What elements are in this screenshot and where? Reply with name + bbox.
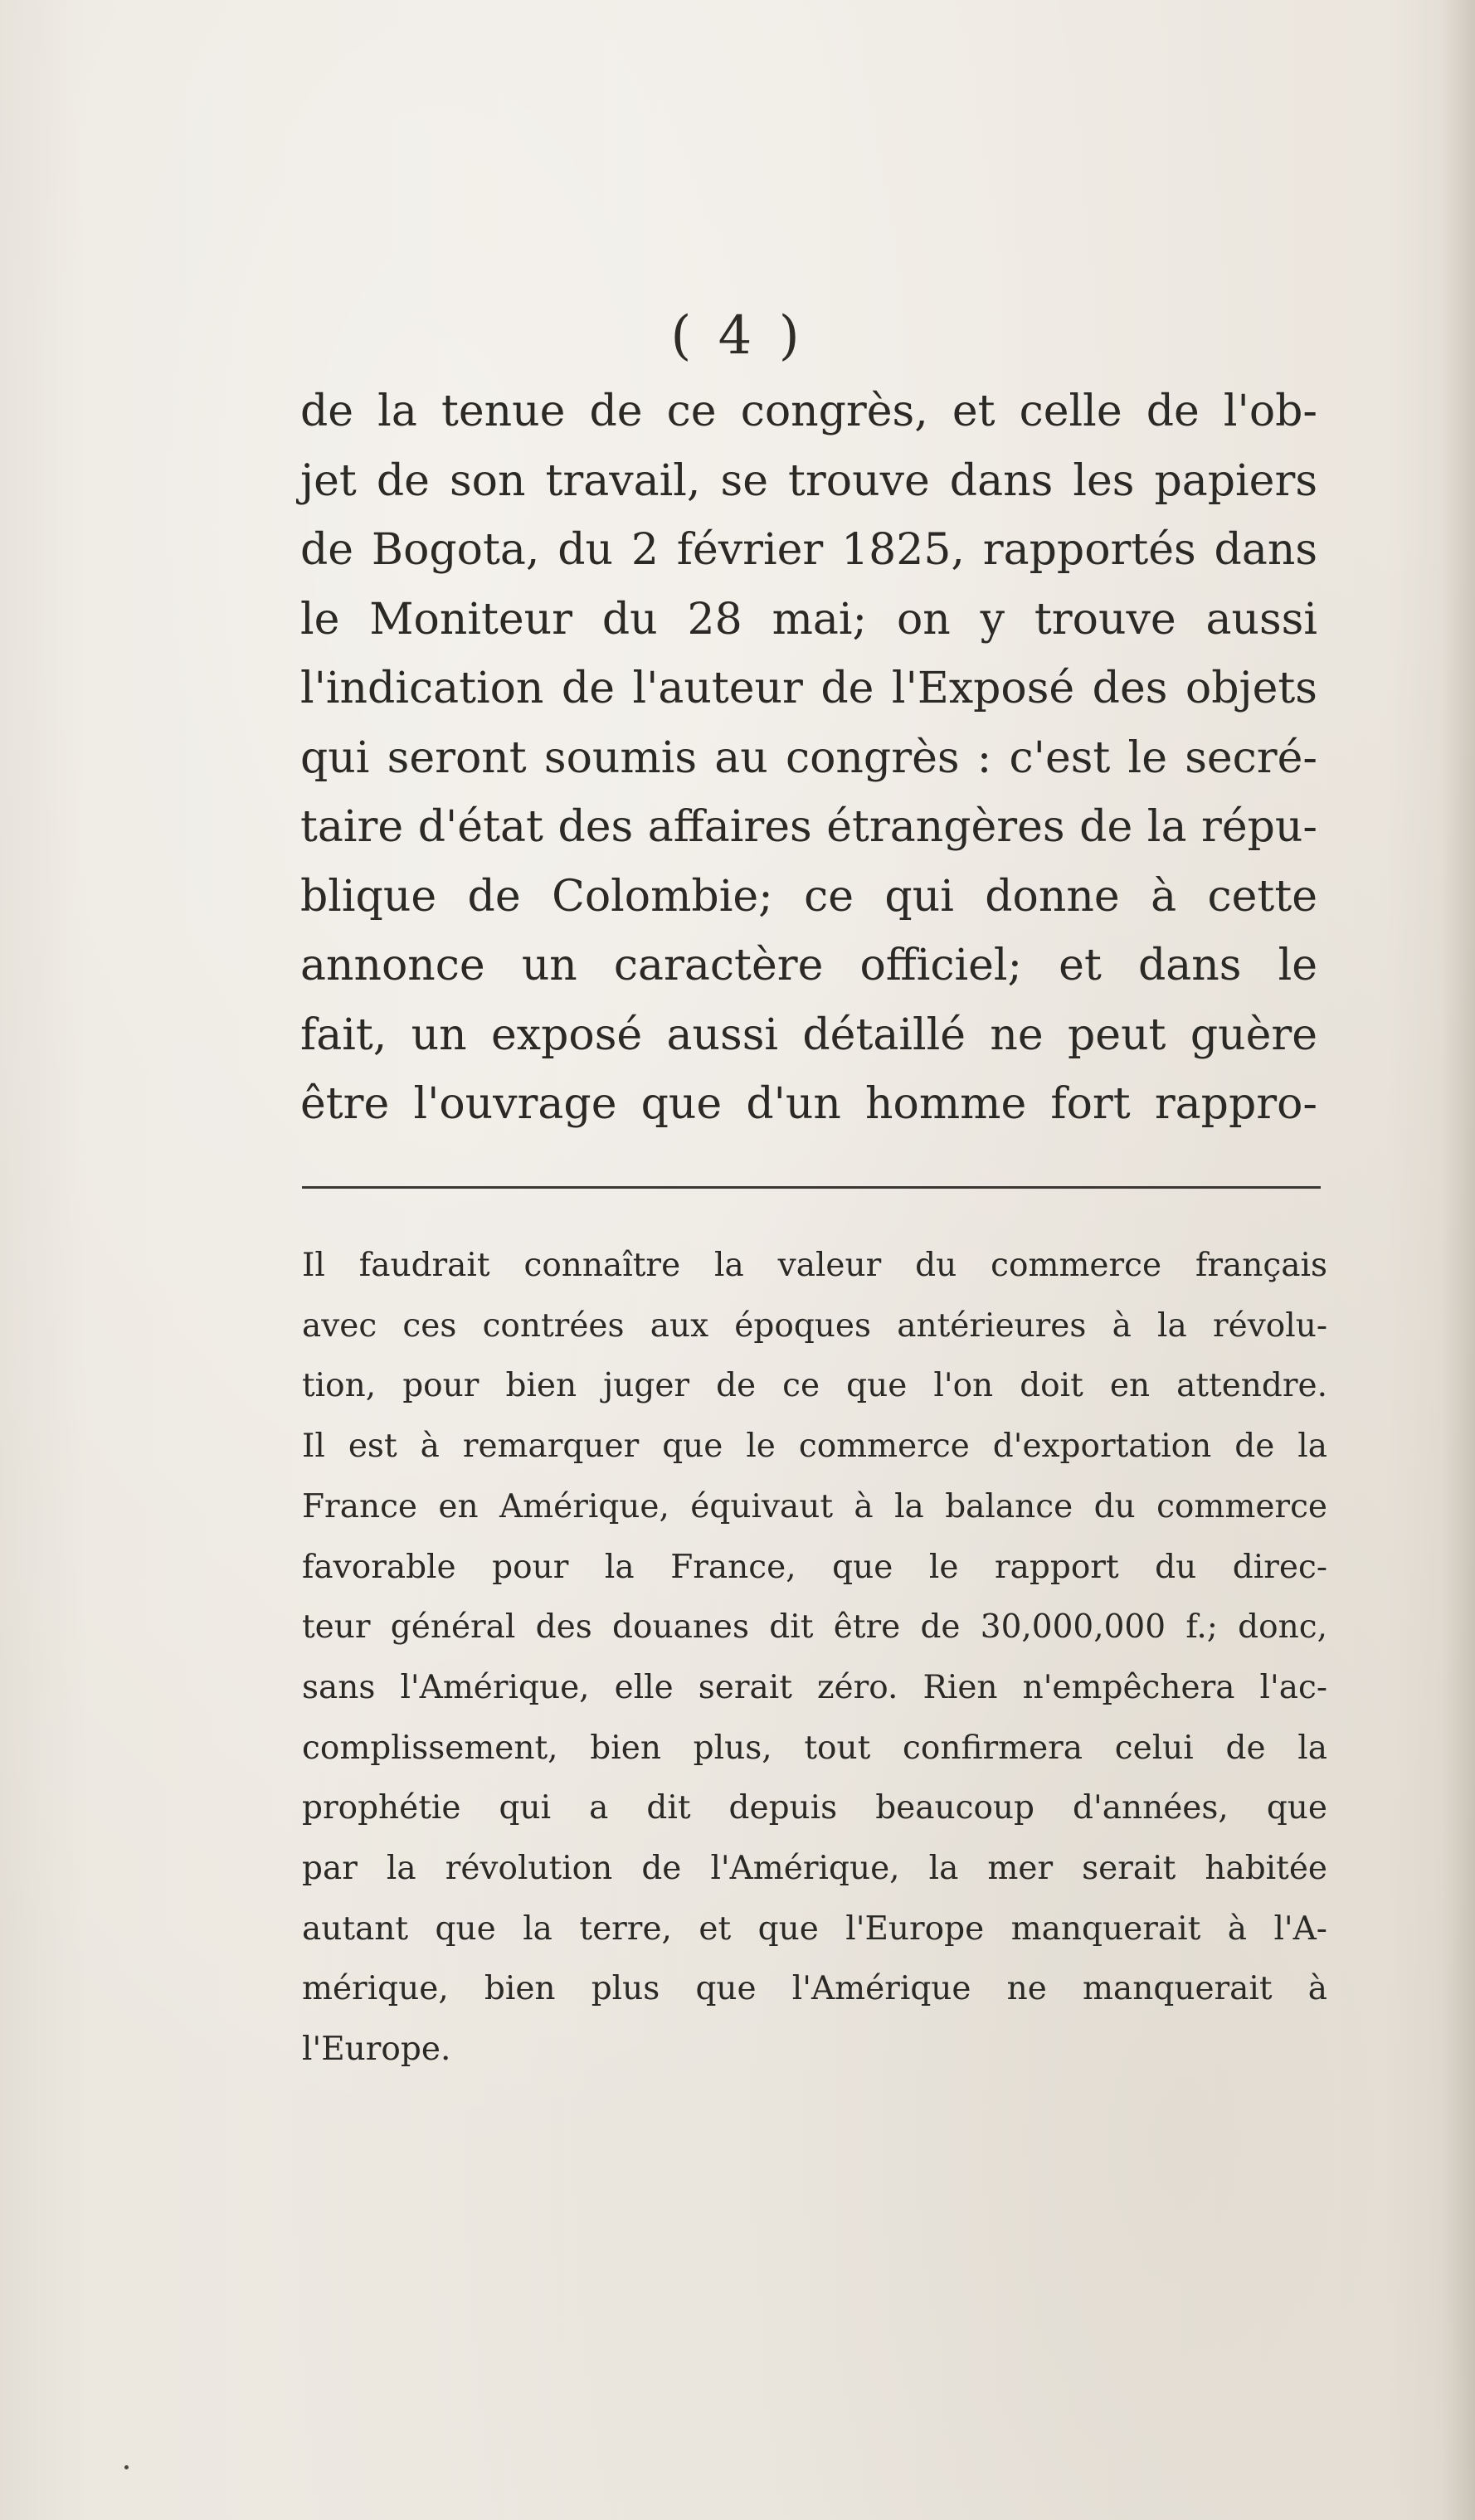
page-edge-shadow: [1442, 0, 1475, 2520]
main-text-line: taire d'état des affaires étrangères de la répu-: [300, 802, 1317, 852]
footnote-line: autant que la terre, et que l'Europe manquerait à l'A-: [302, 1909, 1327, 1948]
main-text-line: jet de son travail, se trouve dans les papiers: [300, 455, 1317, 506]
footnote-line: par la révolution de l'Amérique, la mer serait habitée: [302, 1850, 1327, 1888]
main-text-line: fait, un exposé aussi détaillé ne peut guère: [300, 1009, 1317, 1060]
footnote-line: avec ces contrées aux époques antérieures à la révolu-: [302, 1306, 1327, 1345]
footnote-line: prophétie qui a dit depuis beaucoup d'années, que: [302, 1789, 1327, 1827]
footnote-line: tion, pour bien juger de ce que l'on doit en attendre.: [302, 1367, 1327, 1405]
footnote-line: sans l'Amérique, elle serait zéro. Rien n'empêchera l'ac-: [302, 1668, 1327, 1706]
footnote-line: Il faudrait connaître la valeur du commerce français: [302, 1247, 1327, 1284]
footnote-block: [302, 1236, 1327, 2080]
footnote-line: mérique, bien plus que l'Amérique ne manquerait à: [302, 1970, 1327, 2008]
page-number: ( 4 ): [670, 305, 805, 367]
main-text-line: annonce un caractère officiel; et dans le: [300, 941, 1317, 990]
main-text-line: de la tenue de ce congrès, et celle de l'ob-: [300, 387, 1317, 436]
paper-speck: [124, 2465, 129, 2469]
footnote-line: favorable pour la France, que le rapport du direc-: [302, 1548, 1327, 1586]
main-text-line: qui seront soumis au congrès : c'est le secré-: [300, 732, 1317, 783]
main-text-line: blique de Colombie; ce qui donne à cette: [300, 871, 1317, 922]
footnote-line: teur général des douanes dit être de 30,000,000 f.; donc,: [302, 1608, 1327, 1647]
footnote-line: l'Europe.: [302, 2031, 451, 2069]
footnote-divider-rule: [302, 1186, 1321, 1189]
main-text-line: le Moniteur du 28 mai; on y trouve aussi: [300, 594, 1317, 645]
footnote-line: complissement, bien plus, tout confirmera celui de la: [302, 1729, 1327, 1767]
footnote-line: Il est à remarquer que le commerce d'exportation de la: [302, 1428, 1327, 1466]
main-text-line: l'indication de l'auteur de l'Exposé des objets: [300, 664, 1317, 713]
main-text-block: [300, 377, 1317, 1140]
footnote-line: France en Amérique, équivaut à la balance du commerce: [302, 1487, 1327, 1525]
main-text-line: être l'ouvrage que d'un homme fort rappro-: [300, 1079, 1317, 1129]
main-text-line: de Bogota, du 2 février 1825, rapportés dans: [300, 525, 1317, 575]
